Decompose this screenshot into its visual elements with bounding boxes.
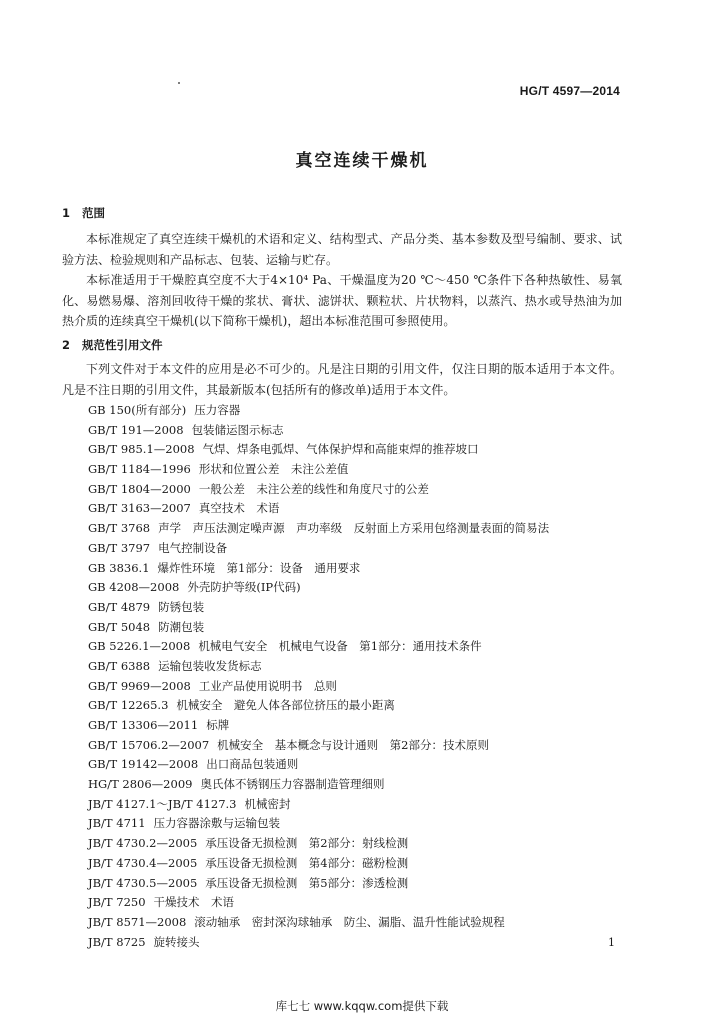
standard-code-header: HG/T 4597—2014 bbox=[519, 84, 620, 98]
reference-title: 滚动轴承 密封深沟球轴承 防尘、漏脂、温升性能试验规程 bbox=[194, 914, 505, 929]
reference-title: 标牌 bbox=[206, 718, 230, 732]
reference-title: 承压设备无损检测 第4部分：磁粉检测 bbox=[205, 855, 409, 870]
reference-item bbox=[88, 814, 549, 834]
reference-code: HG/T 2806—2009 bbox=[88, 777, 193, 792]
reference-code: GB/T 3797 bbox=[88, 540, 151, 555]
reference-code: GB/T 6388 bbox=[88, 658, 151, 673]
section-1-number: 1 bbox=[62, 206, 71, 220]
reference-code: GB 5226.1—2008 bbox=[88, 639, 191, 654]
reference-item bbox=[88, 755, 549, 775]
reference-title: 机械电气安全 机械电气设备 第1部分：通用技术条件 bbox=[198, 639, 482, 654]
reference-title: 外壳防护等级(IP代码) bbox=[187, 580, 301, 595]
reference-code: GB/T 15706.2—2007 bbox=[88, 737, 210, 752]
reference-code: GB/T 19142—2008 bbox=[88, 757, 199, 772]
reference-title: 承压设备无损检测 第2部分：射线检测 bbox=[205, 836, 409, 851]
reference-item bbox=[88, 893, 549, 913]
reference-item bbox=[88, 696, 549, 716]
reference-item bbox=[88, 578, 549, 598]
scan-speck bbox=[178, 82, 180, 84]
section-2-paragraph-1: 下列文件对于本文件的应用是必不可少的。凡是注日期的引用文件，仅注日期的版本适用于本文件。凡是不注日期的引用文件，其最新版本(包括所有的修改单)适用于本文件。 bbox=[62, 362, 622, 397]
reference-item bbox=[88, 716, 549, 736]
reference-title: 电气控制设备 bbox=[158, 540, 228, 555]
download-footer: 库七七 www.kqqw.com提供下载 bbox=[275, 999, 449, 1013]
section-2-heading bbox=[62, 337, 163, 353]
reference-title: 气焊、焊条电弧焊、气体保护焊和高能束焊的推荐坡口 bbox=[202, 442, 479, 457]
reference-title: 奥氏体不锈钢压力容器制造管理细则 bbox=[200, 777, 385, 792]
reference-item bbox=[88, 736, 549, 756]
reference-title: 声学 声压法测定噪声源 声功率级 反射面上方采用包络测量表面的简易法 bbox=[158, 521, 550, 536]
reference-item bbox=[88, 913, 549, 933]
reference-code: GB/T 3163—2007 bbox=[88, 501, 191, 516]
reference-title: 机械安全 基本概念与设计通则 第2部分：技术原则 bbox=[217, 737, 489, 752]
reference-code: GB/T 1804—2000 bbox=[88, 481, 191, 496]
reference-code: GB/T 3768 bbox=[88, 521, 151, 536]
reference-code: JB/T 4730.5—2005 bbox=[88, 875, 198, 890]
reference-item bbox=[88, 637, 549, 657]
reference-title: 一般公差 未注公差的线性和角度尺寸的公差 bbox=[198, 481, 429, 496]
reference-title: 包装储运图示标志 bbox=[191, 422, 284, 437]
page-number: 1 bbox=[608, 936, 615, 949]
reference-title: 机械安全 避免人体各部位挤压的最小距离 bbox=[176, 698, 395, 713]
reference-item bbox=[88, 401, 549, 421]
reference-item bbox=[88, 775, 549, 795]
document-title: 真空连续干燥机 bbox=[295, 151, 429, 171]
reference-title: 防潮包装 bbox=[158, 619, 205, 634]
reference-code: GB/T 13306—2011 bbox=[88, 718, 199, 732]
reference-code: GB 150(所有部分) bbox=[88, 403, 187, 417]
reference-code: GB/T 9969—2008 bbox=[88, 678, 191, 693]
reference-code: GB/T 191—2008 bbox=[88, 422, 184, 437]
reference-item bbox=[88, 598, 549, 618]
reference-code: GB 3836.1 bbox=[88, 560, 150, 575]
reference-title: 形状和位置公差 未注公差值 bbox=[198, 462, 349, 477]
reference-code: GB/T 5048 bbox=[88, 619, 151, 634]
reference-title: 干燥技术 术语 bbox=[153, 895, 235, 910]
reference-item bbox=[88, 499, 549, 519]
reference-item bbox=[88, 559, 549, 579]
reference-title: 真空技术 术语 bbox=[198, 501, 280, 516]
reference-code: JB/T 4711 bbox=[88, 816, 146, 831]
reference-code: GB 4208—2008 bbox=[88, 580, 180, 595]
reference-title: 机械密封 bbox=[244, 796, 291, 811]
reference-item bbox=[88, 440, 549, 460]
reference-title: 运输包装收发货标志 bbox=[158, 658, 262, 673]
section-1-heading bbox=[62, 205, 105, 221]
reference-title: 出口商品包装通则 bbox=[206, 757, 299, 772]
reference-item bbox=[88, 657, 549, 677]
reference-title: 工业产品使用说明书 总则 bbox=[198, 678, 337, 693]
normative-references-list bbox=[88, 401, 549, 952]
reference-code: GB/T 1184—1996 bbox=[88, 462, 191, 477]
reference-item bbox=[88, 618, 549, 638]
reference-title: 防锈包装 bbox=[158, 599, 205, 614]
reference-title: 压力容器 bbox=[194, 403, 241, 417]
reference-item bbox=[88, 421, 549, 441]
section-2-title: 规范性引用文件 bbox=[82, 338, 163, 352]
reference-item bbox=[88, 539, 549, 559]
reference-item bbox=[88, 519, 549, 539]
reference-code: JB/T 8725 bbox=[88, 934, 146, 949]
reference-item bbox=[88, 460, 549, 480]
reference-code: JB/T 4730.2—2005 bbox=[88, 836, 198, 851]
section-1-paragraph-2: 本标准适用于干燥腔真空度不大于4×10⁴ Pa、干燥温度为20 ℃～450 ℃条件下各种热敏性、易氧化、易燃易爆、溶剂回收待干燥的浆状、膏状、滤饼状、颗粒状、片状物料，以蒸汽、热水或导热油为加热介质的连续真空干燥机(以下简称干燥机)，超出本标准范围可参照使用。 bbox=[62, 273, 622, 328]
reference-title: 爆炸性环境 第1部分：设备 通用要求 bbox=[157, 560, 361, 575]
section-2-number: 2 bbox=[62, 338, 71, 352]
reference-item bbox=[88, 677, 549, 697]
reference-item bbox=[88, 834, 549, 854]
reference-code: GB/T 985.1—2008 bbox=[88, 442, 195, 457]
reference-title: 压力容器涂敷与运输包装 bbox=[153, 816, 281, 831]
reference-code: GB/T 4879 bbox=[88, 599, 151, 614]
reference-code: JB/T 4127.1～JB/T 4127.3 bbox=[88, 796, 237, 811]
reference-code: JB/T 8571—2008 bbox=[88, 914, 187, 929]
section-1-paragraph-1: 本标准规定了真空连续干燥机的术语和定义、结构型式、产品分类、基本参数及型号编制、要求、试验方法、检验规则和产品标志、包装、运输与贮存。 bbox=[62, 232, 622, 267]
reference-title: 承压设备无损检测 第5部分：渗透检测 bbox=[205, 875, 409, 890]
reference-item bbox=[88, 874, 549, 894]
reference-item bbox=[88, 795, 549, 815]
reference-item bbox=[88, 480, 549, 500]
reference-item bbox=[88, 933, 549, 953]
reference-code: GB/T 12265.3 bbox=[88, 698, 169, 713]
section-1-title: 范围 bbox=[82, 206, 105, 220]
reference-item bbox=[88, 854, 549, 874]
reference-code: JB/T 4730.4—2005 bbox=[88, 855, 198, 870]
reference-title: 旋转接头 bbox=[153, 934, 200, 949]
reference-code: JB/T 7250 bbox=[88, 895, 146, 910]
